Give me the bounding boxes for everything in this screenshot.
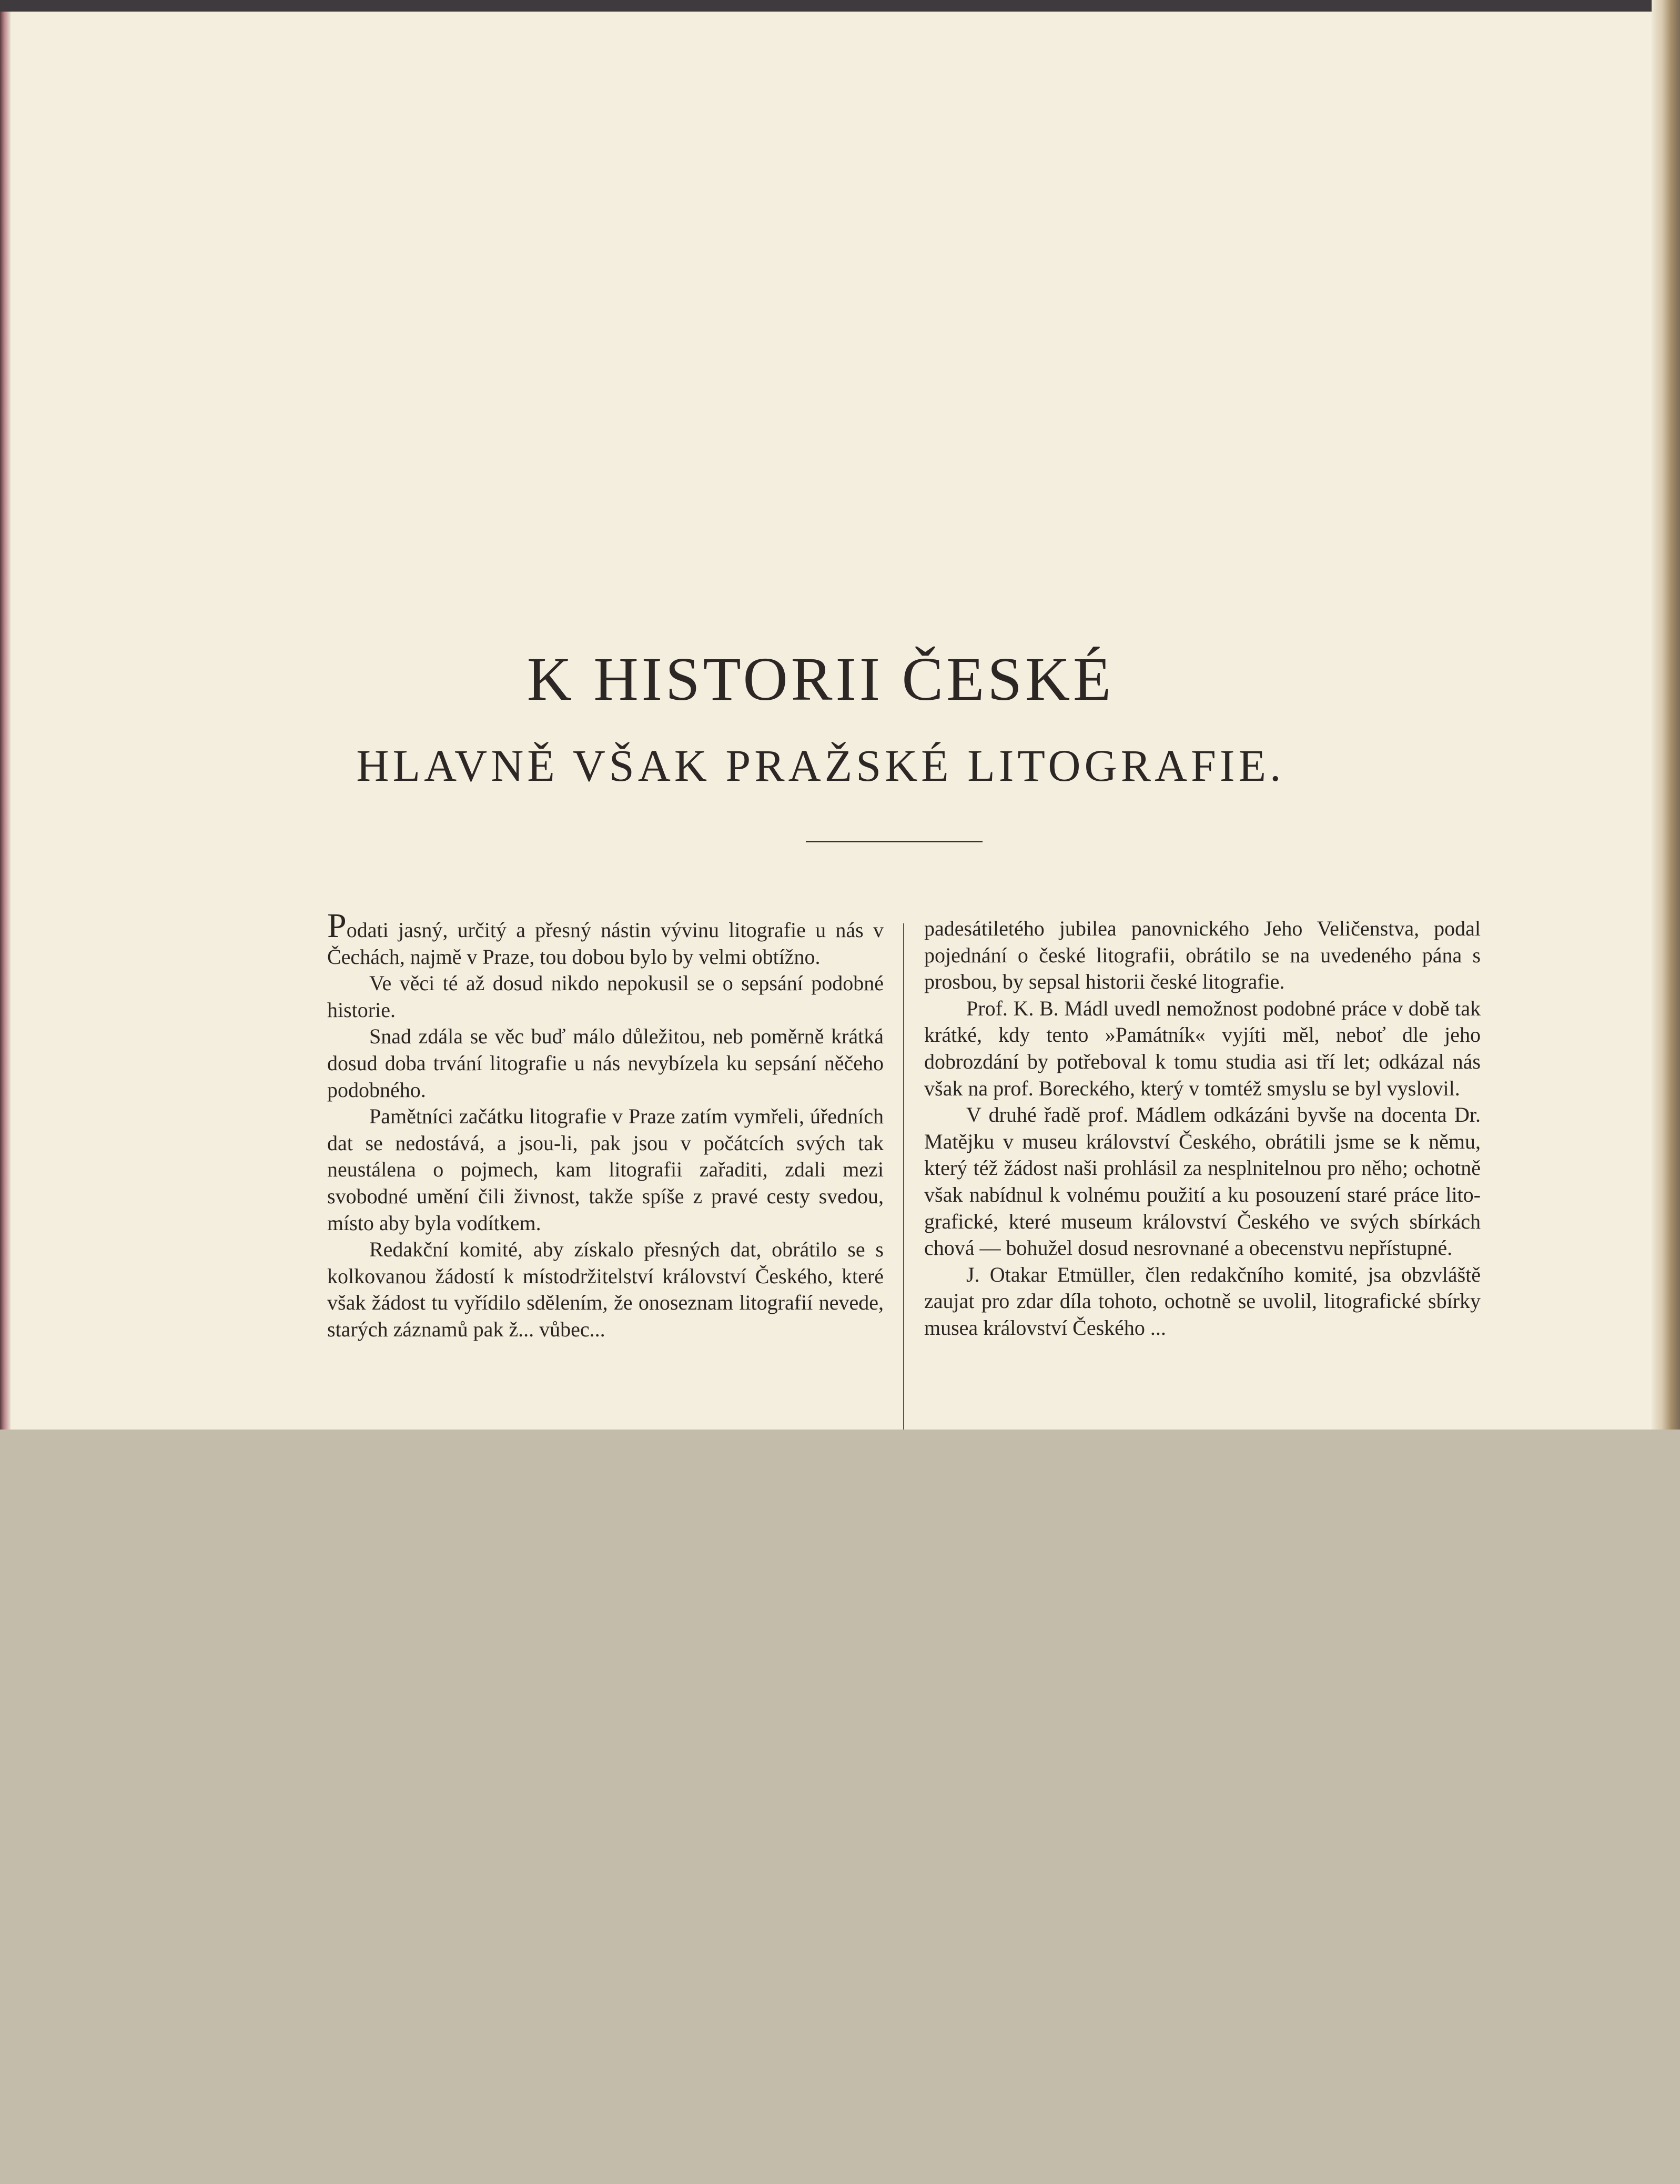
right-column (924, 915, 1481, 1342)
paragraph: Snad zdála se věc buď málo důležitou, neb poměrně krátká dosud doba trvání litografie u nás nevybízela ku sepsání něčeho podobného. (327, 1024, 884, 1102)
drop-cap: P (327, 907, 347, 945)
page-spine-edge (0, 12, 11, 1430)
paragraph: Podati jasný, určitý a přesný nástin vývinu litografie u nás v Čechách, najmě v Praze, tou dobou bylo by velmi obtížno. (327, 907, 884, 969)
title-divider (806, 841, 983, 842)
column-divider (903, 923, 904, 1430)
page-fore-edge (1652, 0, 1680, 1430)
paragraph: Prof. K. B. Mádl uvedl nemožnost podobné práce v době tak krátké, kdy tento »Památník« vyjíti měl, neboť dle jeho dobrozdání by potřeboval k tomu studia asi tří let; odkázal nás však na prof. Boreckého, který v tomtéž smyslu se byl vyslovil. (924, 996, 1481, 1100)
paragraph: Ve věci té až dosud nikdo nepokusil se o sepsání podobné historie. (327, 971, 884, 1022)
cropped-area (0, 1430, 1680, 2184)
page-subtitle: HLAVNĚ VŠAK PRAŽSKÉ LITOGRAFIE. (356, 740, 1285, 791)
paragraph: Redakční komité, aby získalo přesných dat, obrátilo se s kolkovanou žádostí k místodržitelství království Českého, které však žádost tu vyřídilo sdělením, že onoseznam litografií nevede, starých záznamů pak ž... vůbec... (327, 1237, 884, 1341)
page-title: K HISTORII ČESKÉ (527, 645, 1115, 713)
paragraph: V druhé řadě prof. Mádlem odkázáni byvše na docenta Dr. Matějku v museu království Českého, obrátili jsme se k němu, který též žádost naši prohlásil za nesplnitelnou pro něho; ochotně však nabídnul k volnému použití a ku posouzení staré práce litografické, které museum království Českého ve svých sbírkách chová — bohužel dosud nesrovnané a obecenstvu nepřístupné. (924, 1103, 1481, 1260)
top-edge (0, 0, 1680, 12)
paragraph: J. Otakar Etmüller, člen redakčního komité, jsa obzvláště zaujat pro zdar díla tohoto, ochotně se uvolil, litografické sbírky musea království Českého ... (924, 1262, 1481, 1340)
left-column (327, 907, 884, 1343)
paragraph: padesátiletého jubilea panovnického Jeho Veličenstva, podal pojednání o české litografii, obrátilo se na uvedeného pána s prosbou, by sepsal historii české litografie. (924, 917, 1481, 994)
paragraph: Pamětníci začátku litografie v Praze zatím vymřeli, úředních dat se nedostává, a jsou-li, pak jsou v počátcích svých tak neustálena o pojmech, kam litografii zařaditi, zdali mezi svobodné umění čili živnost, takže spíše z pravé cesty svedou, místo aby byla vodítkem. (327, 1104, 884, 1235)
